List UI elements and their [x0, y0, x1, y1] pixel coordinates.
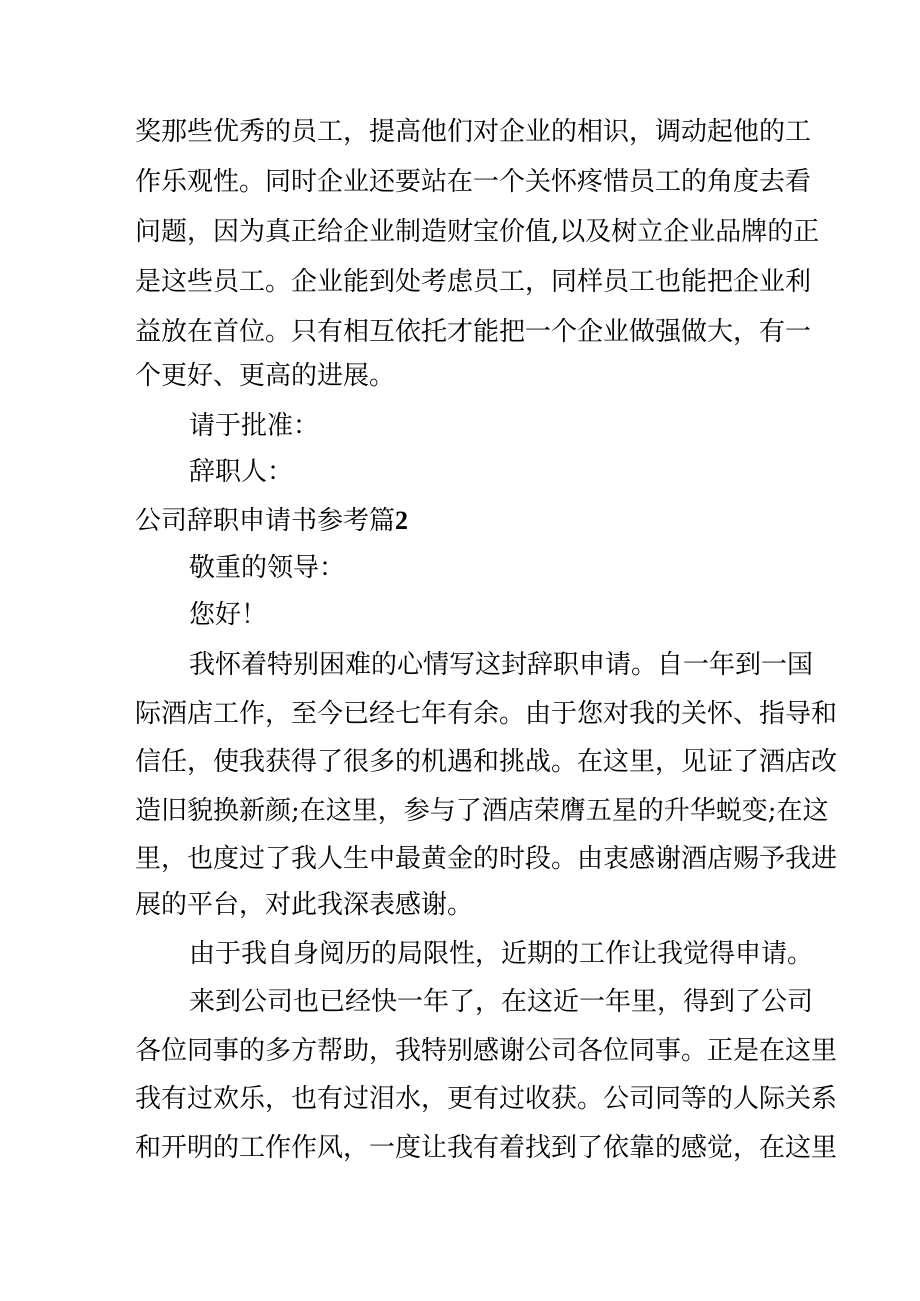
paragraph-line: 问题，因为真正给企业制造财宝价值,以及树立企业品牌的正: [135, 217, 820, 247]
paragraph-line: 益放在首位。只有相互依托才能把一个企业做强做大，有一: [135, 317, 812, 347]
paragraph-line: 个更好、更高的进展。: [135, 361, 396, 391]
paragraph-line: 信任，使我获得了很多的机遇和挑战。在这里，见证了酒店改: [135, 747, 838, 777]
resigner-line: 辞职人：: [189, 457, 294, 487]
paragraph-line: 各位同事的多方帮助，我特别感谢公司各位同事。正是在这里: [135, 1036, 838, 1066]
paragraph-line: 奖那些优秀的员工，提高他们对企业的相识，调动起他的工: [135, 117, 812, 147]
paragraph-line: 和开明的工作作风，一度让我有着找到了依靠的感觉，在这里: [135, 1133, 838, 1163]
paragraph-line: 由于我自身阅历的局限性，近期的工作让我觉得申请。: [189, 939, 814, 969]
greeting: 您好！: [189, 600, 268, 630]
approval-line: 请于批准：: [189, 411, 320, 441]
paragraph-line: 展的平台，对此我深表感谢。: [135, 890, 474, 920]
section-heading-number: 2: [395, 506, 409, 535]
paragraph-line: 是这些员工。企业能到处考虑员工，同样员工也能把企业利: [135, 267, 812, 297]
paragraph-line: 里，也度过了我人生中最黄金的时段。由衷感谢酒店赐予我进: [135, 844, 838, 874]
salutation: 敬重的领导：: [189, 553, 346, 583]
paragraph-line: 我有过欢乐，也有过泪水，更有过收获。公司同等的人际关系: [135, 1084, 838, 1114]
paragraph-line: 来到公司也已经快一年了，在这近一年里，得到了公司: [189, 987, 814, 1017]
section-heading-text: 公司辞职申请书参考篇: [135, 506, 396, 536]
paragraph-line: 作乐观性。同时企业还要站在一个关怀疼惜员工的角度去看: [135, 167, 812, 197]
paragraph-line: 际酒店工作，至今已经七年有余。由于您对我的关怀、指导和: [135, 699, 838, 729]
paragraph-line: 造旧貌换新颜;在这里，参与了酒店荣膺五星的升华蜕变;在这: [135, 796, 829, 826]
paragraph-line: 我怀着特别困难的心情写这封辞职申请。自一年到一国: [189, 650, 814, 680]
section-heading: [135, 496, 795, 546]
